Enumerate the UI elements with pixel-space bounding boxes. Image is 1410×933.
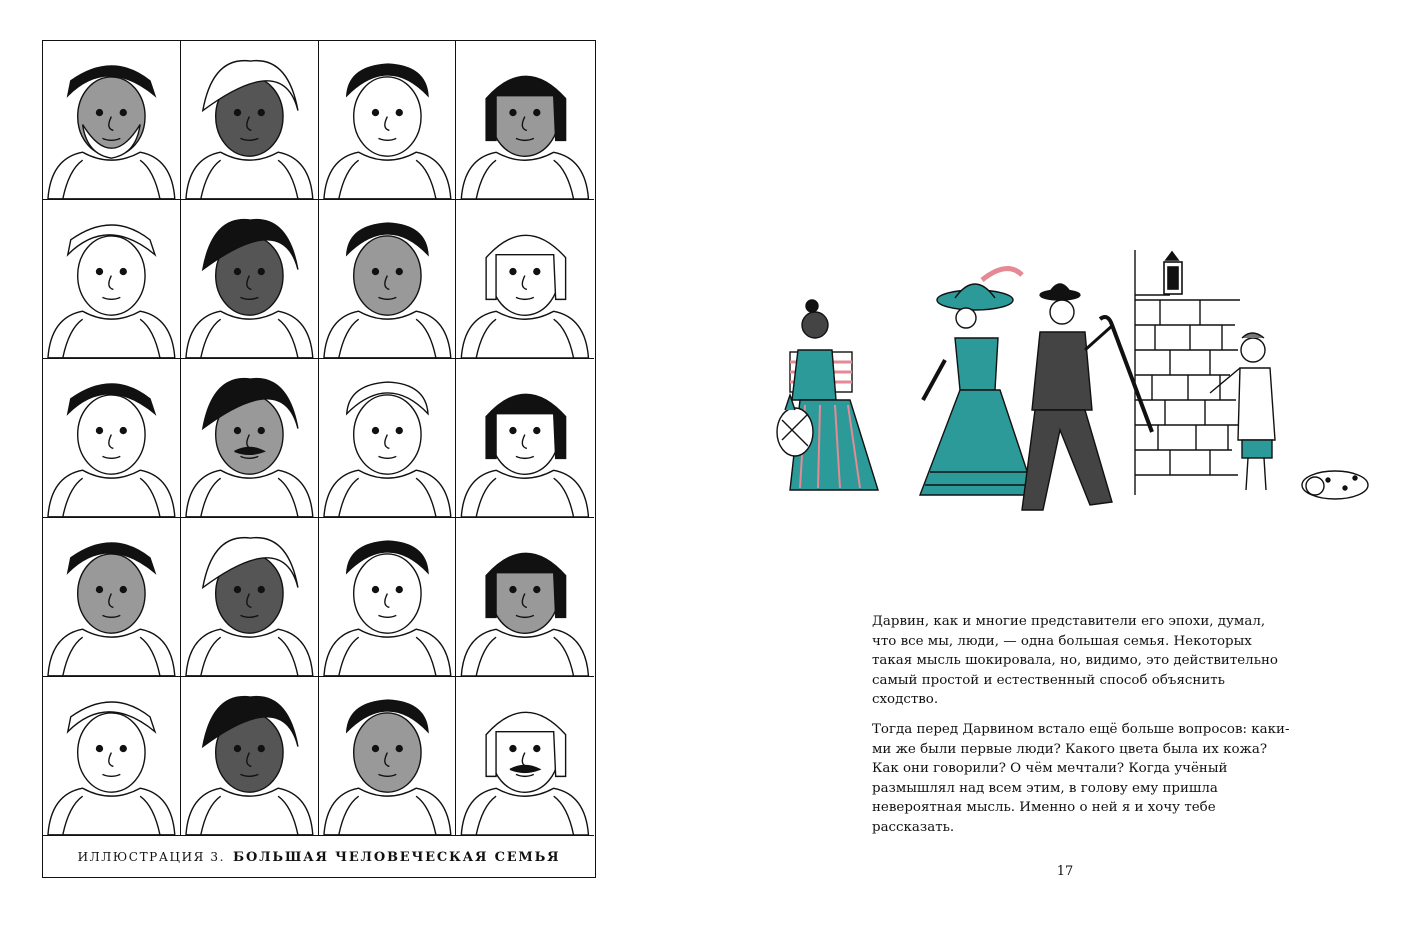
portrait-girl-bun-patterned-shirt	[181, 518, 319, 677]
portrait-man-glasses-blazer	[319, 41, 457, 200]
brick-wall	[1135, 250, 1240, 495]
portrait-braided-girl-striped-shirt	[456, 359, 594, 518]
portrait-man-mustache-suspenders	[181, 359, 319, 518]
portrait-young-man-button-shirt	[319, 359, 457, 518]
barefoot-boy	[1210, 333, 1275, 490]
portrait-grid	[43, 41, 594, 836]
page-number: 17	[1056, 864, 1074, 879]
sleeping-dog	[1302, 471, 1368, 499]
caption-title: БОЛЬШАЯ ЧЕЛОВЕЧЕСКАЯ СЕМЬЯ	[233, 849, 561, 865]
portrait-bearded-man-plaid-shirt	[43, 41, 181, 200]
street-lamp-icon	[1135, 252, 1182, 295]
caption-prefix: ИЛЛЮСТРАЦИЯ 3.	[77, 850, 226, 864]
portrait-man-big-mustache	[456, 677, 594, 836]
lady-teal-dress	[920, 269, 1035, 495]
portrait-curly-boy-polo	[456, 200, 594, 359]
portrait-bald-man-pocket-shirt	[456, 518, 594, 677]
portrait-man-headband-afro	[319, 677, 457, 836]
portrait-man-goatee-shirt	[181, 677, 319, 836]
portrait-heavy-man-earring	[319, 200, 457, 359]
paragraph-1: Дарвин, как и многие представители его эпохи, думал, что все мы, люди, — одна большая семья. Некоторых такая мысль шокировала, но, видимо, это действительно самый простой и естественный способ объяснить сходство.	[872, 614, 1278, 708]
illustration-plate	[42, 40, 596, 878]
gentleman-with-cane	[1022, 284, 1152, 510]
portrait-elderly-woman-glasses-pearls	[43, 359, 181, 518]
portrait-blonde-woman-tank-top	[43, 518, 181, 677]
street-scene-illustration	[760, 240, 1380, 520]
portrait-afro-woman-jacket	[43, 200, 181, 359]
portrait-woman-braid-patterned-strap	[43, 677, 181, 836]
woman-with-boxes	[777, 300, 878, 490]
portrait-girl-braids-sweater	[456, 41, 594, 200]
portrait-curly-haired-woman-sweater	[181, 41, 319, 200]
body-text	[872, 612, 1292, 848]
paragraph-2: Тогда перед Дарвином встало ещё больше вопросов: каки- ми же были первые люди? Какого цвета была их кожа? Как они говорили? О чём мечтали? Когда учёный размышлял над всем этим, в голову ему пришла невероятная мысль. Именно о ней я и хочу тебе рассказать.	[872, 721, 1290, 835]
illustration-caption	[43, 837, 595, 877]
portrait-boy-backpack	[319, 518, 457, 677]
portrait-long-hair-woman-polka-dots	[181, 200, 319, 359]
